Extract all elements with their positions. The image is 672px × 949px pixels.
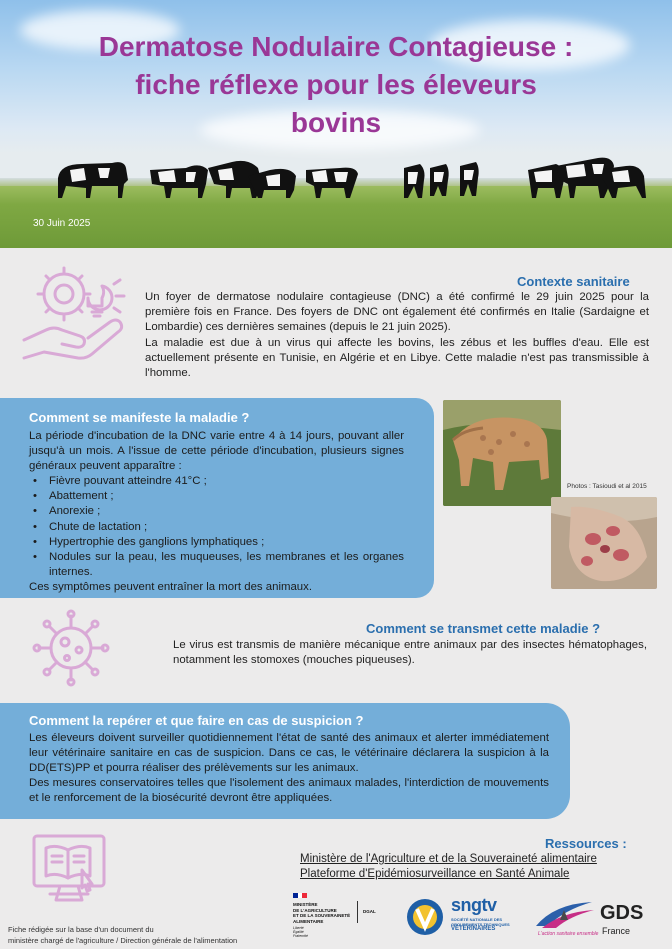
page-title: [30, 28, 642, 142]
signs-list: [31, 474, 404, 580]
cow-nodules-photo: [443, 400, 561, 506]
logo-divider: [357, 901, 358, 923]
reperer-text: [29, 731, 549, 806]
title-line-1: Dermatose Nodulaire Contagieuse :: [98, 31, 574, 62]
sign-item: • Abattement ;: [31, 489, 404, 504]
sngtv-logo: [405, 895, 515, 941]
title-line-3: bovins: [290, 107, 382, 138]
sign-item: • Anorexie ;: [31, 504, 404, 519]
cows-herd-image: [0, 140, 672, 210]
reperer-paragraph-2: Des mesures conservatoires telles que l'isolement des animaux malades, l'interdiction de mouvements et le renforcement de la biosécurité devront être appliquées.: [29, 777, 549, 805]
transmet-text: Le virus est transmis de manière mécanique entre animaux par des insectes hématophages, notamment les stomoxes (mouches piqueuses).: [173, 639, 647, 667]
sngtv-line: SOCIÉTÉ NATIONALE DES: [451, 917, 503, 922]
link-ministere-agriculture[interactable]: Ministère de l'Agriculture et de la Souveraineté alimentaire: [300, 853, 597, 865]
gds-france-logo: [532, 896, 666, 942]
ministry-name-line: ET DE LA SOUVERAINETÉ: [293, 913, 351, 918]
ministry-name-line: DE L'AGRICULTURE: [293, 907, 337, 913]
manifeste-title: Comment se manifeste la maladie ?: [29, 410, 250, 425]
motto-line: Égalité: [293, 930, 304, 934]
motto-line: Fraternité: [293, 934, 308, 938]
french-flag-icon: [293, 893, 307, 898]
footer-note: [8, 924, 237, 946]
gds-country: France: [602, 926, 631, 936]
footer-note-line-2: ministère chargé de l'agriculture / Direction générale de l'alimentation: [8, 936, 238, 945]
footer-note-line-1: Fiche rédigée sur la base d'un document du: [8, 925, 154, 934]
gds-name: GDS: [600, 902, 644, 924]
manifeste-intro: La période d'incubation de la DNC varie entre 4 à 14 jours, pouvant aller jusqu'à un mois. A l'issue de cette période d'incubation, plusieurs signes généraux peuvent apparaître :: [29, 430, 404, 473]
title-line-2: fiche réflexe pour les éleveurs: [135, 69, 537, 100]
publication-date: 30 Juin 2025: [33, 218, 91, 229]
skin-lesion-photo: [551, 497, 657, 589]
sngtv-line: GROUPEMENTS TECHNIQUES: [451, 922, 510, 927]
ministry-motto: [293, 926, 308, 938]
photo-credit: Photos : Tasioudi et al 2015: [567, 483, 647, 490]
gds-swoosh-icon: [534, 900, 596, 930]
ministry-name: [293, 902, 350, 924]
virus-icon: [25, 606, 117, 688]
ministry-name-line: MINISTÈRE: [293, 902, 318, 907]
sign-item: • Nodules sur la peau, les muqueuses, les membranes et les organes internes.: [31, 550, 404, 580]
sngtv-fullname: [451, 917, 510, 932]
contexte-paragraph-2: La maladie est due à un virus qui affecte les bovins, les zébus et les buffles d'eau. Elle est actuellement présente en Tunisie, en Algérie et en Libye. Cette maladie n'est pas transmissible à l'homme.: [145, 336, 649, 380]
sngtv-line: VÉTÉRINAIRES: [451, 926, 496, 932]
manifeste-text: [29, 429, 404, 595]
reperer-paragraph-1: Les éleveurs doivent surveiller quotidiennement l'état de santé des animaux et alerter immédiatement leur vétérinaire sanitaire en cas de suspicion. Dans ce cas, le vétérinaire déclarera la suspicion à la DD(ETS)PP et pourra réaliser des prélèvements sur les animaux.: [29, 732, 549, 775]
header-banner: [0, 0, 672, 248]
sngtv-emblem-icon: [405, 897, 445, 937]
sngtv-name: sngtv: [451, 895, 497, 915]
ministry-logo: [293, 893, 376, 939]
motto-line: Liberté: [293, 926, 304, 930]
gds-tagline: L'action sanitaire ensemble: [538, 931, 599, 937]
ressources-title: Ressources :: [545, 836, 627, 851]
contexte-paragraph-1: Un foyer de dermatose nodulaire contagieuse (DNC) a été confirmé le 29 juin 2025 pour la première fois en France. Des foyers de DNC ont également été confirmés en Italie (Sardaigne et Lombardie) ces dernières semaines (depuis le 21 juin 2025).: [145, 291, 649, 334]
contexte-title: Contexte sanitaire: [517, 274, 630, 289]
sign-item: • Hypertrophie des ganglions lymphatiques ;: [31, 535, 404, 550]
hand-gear-lightbulb-icon: [18, 262, 130, 370]
transmet-title: Comment se transmet cette maladie ?: [366, 621, 601, 636]
reperer-title: Comment la repérer et que faire en cas de suspicion ?: [29, 713, 364, 728]
dgal-label: DGAL: [363, 909, 376, 914]
computer-book-icon: [30, 832, 108, 908]
sign-item: • Fièvre pouvant atteindre 41°C ;: [31, 474, 404, 489]
sign-item: • Chute de lactation ;: [31, 520, 404, 535]
contexte-text: [145, 290, 649, 381]
manifeste-outro: Ces symptômes peuvent entraîner la mort des animaux.: [29, 580, 312, 593]
link-plateforme-esa[interactable]: Plateforme d'Epidémiosurveillance en Santé Animale: [300, 868, 570, 880]
ministry-name-line: ALIMENTAIRE: [293, 918, 324, 924]
